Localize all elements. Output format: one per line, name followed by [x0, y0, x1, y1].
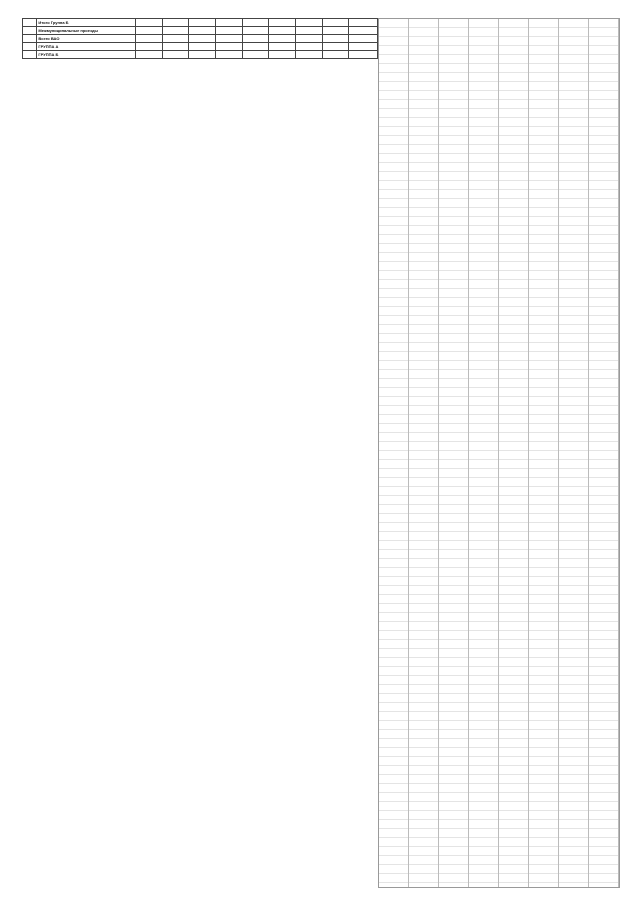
table-cell [162, 43, 189, 51]
table-cell [162, 27, 189, 35]
table-cell [215, 51, 242, 59]
table-cell [295, 19, 322, 27]
table-cell [215, 27, 242, 35]
table-cell [269, 35, 296, 43]
table-row [23, 35, 378, 43]
table-cell [242, 51, 269, 59]
table-cell [23, 43, 37, 51]
table-cell [269, 51, 296, 59]
table-cell [295, 51, 322, 59]
table-cell [189, 27, 216, 35]
table-cell [242, 27, 269, 35]
table-cell [242, 19, 269, 27]
table-cell [295, 43, 322, 51]
table-row [23, 19, 378, 27]
table-cell [322, 43, 349, 51]
table-cell [269, 43, 296, 51]
table-cell [189, 35, 216, 43]
table-cell [269, 19, 296, 27]
row-label: ГРУППА Б [37, 51, 135, 59]
table-cell [135, 35, 162, 43]
row-label: ГРУППА А [37, 43, 135, 51]
row-label: Итого Группа Б [37, 19, 135, 27]
table-cell [135, 27, 162, 35]
table-cell [189, 43, 216, 51]
table-row [23, 43, 378, 51]
table-cell [322, 27, 349, 35]
table-cell [135, 51, 162, 59]
table-cell [349, 51, 378, 59]
table-cell [349, 27, 378, 35]
table-cell [162, 19, 189, 27]
table-cell [242, 35, 269, 43]
table-cell [23, 19, 37, 27]
table-cell [215, 35, 242, 43]
table-cell [242, 43, 269, 51]
row-label: Межмуниципальные проезды [37, 27, 135, 35]
table-cell [162, 35, 189, 43]
table-cell [295, 27, 322, 35]
table-cell [189, 19, 216, 27]
table-cell [215, 19, 242, 27]
table-cell [295, 35, 322, 43]
table-cell [322, 19, 349, 27]
table-cell [215, 43, 242, 51]
table-cell [23, 51, 37, 59]
table-cell [23, 35, 37, 43]
table-cell [349, 19, 378, 27]
empty-grid-area [378, 18, 620, 888]
table-cell [189, 51, 216, 59]
table-row [23, 51, 378, 59]
table-row [23, 27, 378, 35]
road-register-table [22, 18, 378, 59]
table-cell [349, 43, 378, 51]
table-cell [269, 27, 296, 35]
table-cell [349, 35, 378, 43]
table-cell [322, 35, 349, 43]
table-cell [23, 27, 37, 35]
table-cell [135, 19, 162, 27]
table-cell [322, 51, 349, 59]
table-cell [162, 51, 189, 59]
row-label: Всего ВАО [37, 35, 135, 43]
table-cell [135, 43, 162, 51]
